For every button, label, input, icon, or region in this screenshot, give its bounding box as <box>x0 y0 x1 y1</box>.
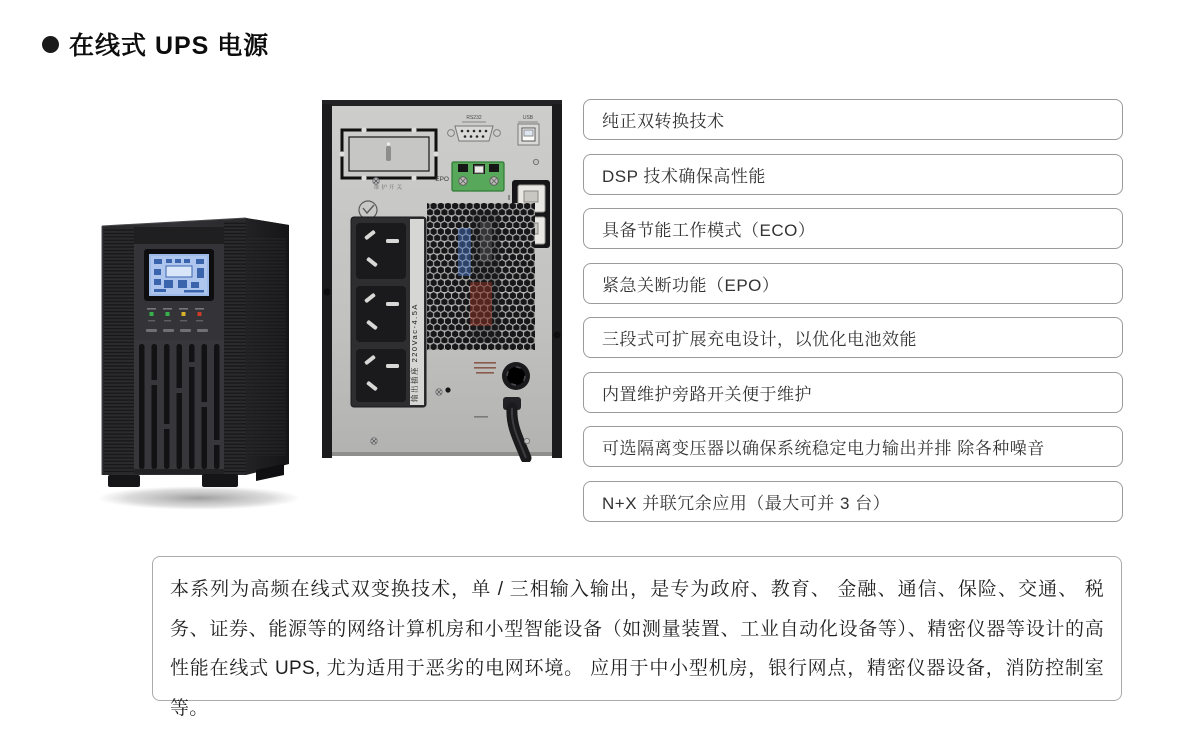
front-ups-illustration <box>84 212 298 514</box>
feature-label: 具备节能工作模式（ECO） <box>602 221 816 240</box>
rear-panel-illustration <box>322 100 562 462</box>
front-grille <box>134 340 224 474</box>
fan-grille <box>427 203 535 350</box>
feature-card <box>583 263 1123 304</box>
feature-label: 可选隔离变压器以确保系统稳定电力输出并排 除各种噪音 <box>602 439 1045 458</box>
feature-card <box>583 154 1123 195</box>
feature-card <box>583 481 1123 522</box>
feature-label: 三段式可扩展充电设计，以优化电池效能 <box>602 330 917 349</box>
page-title: 在线式 UPS 电源 <box>69 32 270 60</box>
page-header <box>42 26 269 62</box>
feature-label: 纯正双转换技术 <box>602 112 725 131</box>
feature-card <box>583 99 1123 140</box>
feature-card <box>583 208 1123 249</box>
description-text: 本系列为高频在线式双变换技术，单 / 三相输入输出，是专为政府、教育、 金融、通信、保险、交通、 税务、证券、能源等的网络计算机房和小型智能设备（如测量装置、工业自动化设备等）、精密仪器等设计的高性能在线式 UPS, 尤为适用于恶劣的电网环境。 应用于中小型机房，银行网点，精密仪器设备，消防控制室等。 <box>170 579 1104 719</box>
outlet-label: 输出插座 220Vac-4.5A <box>410 303 419 402</box>
feature-label: DSP 技术确保高性能 <box>602 166 766 186</box>
description-box <box>152 556 1122 719</box>
usb-label: USB <box>522 115 534 121</box>
feature-label: 紧急关断功能（EPO） <box>602 275 780 295</box>
feature-list <box>583 99 1123 535</box>
ups-shadow <box>97 486 298 510</box>
feature-label: N+X 并联冗余应用（最大可并 3 台） <box>602 493 891 513</box>
outlet-sockets <box>351 217 426 407</box>
knockout-label: 维护开关 <box>373 185 405 191</box>
rs232-label: RS232 <box>466 115 482 121</box>
bullet-icon <box>42 36 59 53</box>
feature-label: 内置维护旁路开关便于维护 <box>602 384 812 404</box>
feature-card <box>583 426 1123 467</box>
feature-card <box>583 317 1123 358</box>
feature-card <box>583 372 1123 413</box>
epo-label: EPO <box>435 176 449 183</box>
lcd-screen <box>144 249 214 301</box>
